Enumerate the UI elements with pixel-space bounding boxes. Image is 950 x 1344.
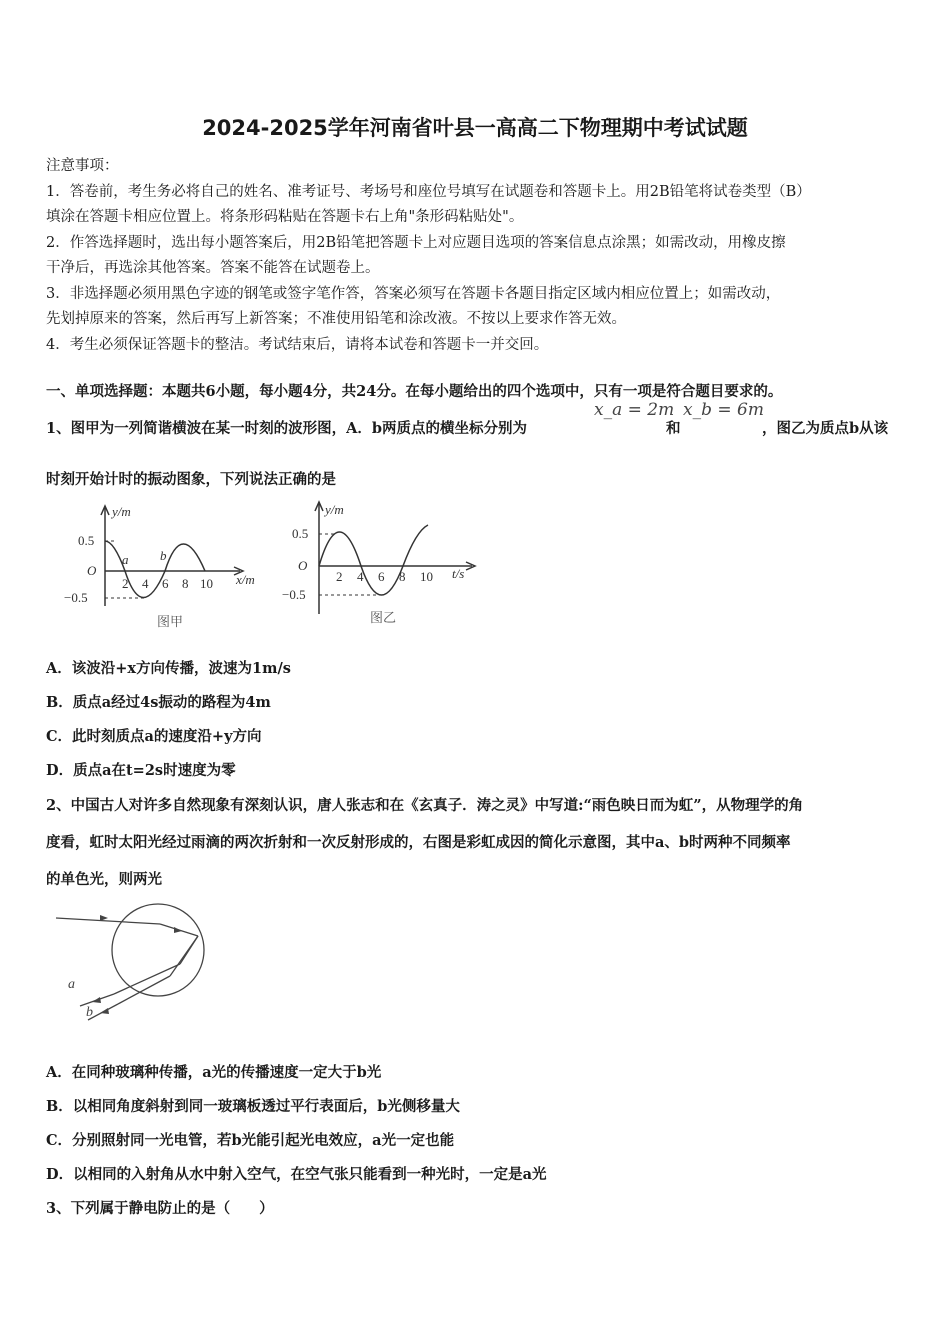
q1-math-xb: x_b = 6m (683, 400, 764, 420)
fig1-tick: 10 (200, 576, 213, 591)
fig1-tick: 2 (122, 576, 129, 591)
notice-line: 2．作答选择题时，选出每小题答案后，用2B铅笔把答题卡上对应题目选项的答案信息点涂黑；如需改动，用橡皮擦 (46, 235, 786, 251)
q2-fig-label-b: b (86, 1005, 93, 1020)
page-title: 2024-2025学年河南省叶县一高高二下物理期中考试试题 (202, 116, 748, 140)
notice-line: 填涂在答题卡相应位置上。将条形码粘贴在答题卡右上角"条形码粘贴处"。 (46, 209, 524, 225)
fig2-ypos: 0.5 (292, 526, 309, 541)
q1-option-a: A．该波沿+x方向传播，波速为1m/s (46, 660, 291, 677)
notice-heading: 注意事项： (46, 158, 119, 174)
q1-math-xa: x_a = 2m (594, 400, 675, 420)
q2-stem-line: 度看，虹时太阳光经过雨滴的两次折射和一次反射形成的，右图是彩虹成因的简化示意图，其中a、b时两种不同频率 (46, 834, 791, 851)
fig1-ylabel: y/m (112, 504, 131, 519)
q2-option-d: D．以相同的入射角从水中射入空气，在空气张只能看到一种光时，一定是a光 (46, 1166, 547, 1183)
fig1-tick: 6 (162, 576, 169, 591)
q2-fig-label-a: a (68, 977, 75, 992)
fig1-caption: 图甲 (157, 614, 184, 629)
notice-line: 4．考生必须保证答题卡的整洁。考试结束后，请将本试卷和答题卡一并交回。 (46, 337, 549, 353)
notice-line: 干净后，再选涂其他答案。答案不能答在试题卷上。 (46, 260, 380, 276)
fig2-caption: 图乙 (370, 610, 397, 625)
q2-stem-line: 2、中国古人对许多自然现象有深刻认识，唐人张志和在《玄真子．涛之灵》中写道:“雨色映日而为虹”，从物理学的角 (46, 797, 804, 814)
fig2-tick: 10 (420, 569, 433, 584)
q1-figure-vibration (280, 492, 480, 632)
fig1-xlabel: x/m (236, 572, 255, 587)
q2-figure-rainbow (52, 902, 222, 1027)
q1-stem-line2: 时刻开始计时的振动图象，下列说法正确的是 (46, 471, 336, 488)
q1-option-b: B．质点a经过4s振动的路程为4m (46, 694, 271, 711)
q1-option-d: D．质点a在t=2s时速度为零 (46, 762, 236, 779)
notice-line: 1．答卷前，考生务必将自己的姓名、准考证号、考场号和座位号填写在试题卷和答题卡上。用2B铅笔将试卷类型（B） (46, 184, 811, 200)
q2-option-a: A．在同种玻璃种传播，a光的传播速度一定大于b光 (46, 1064, 382, 1081)
fig2-yneg: −0.5 (282, 587, 306, 602)
fig2-xlabel: t/s (452, 566, 465, 581)
q3-stem: 3、下列属于静电防止的是（ ） (46, 1200, 274, 1217)
fig2-tick: 2 (336, 569, 343, 584)
fig2-ylabel: y/m (325, 502, 344, 517)
q1-and: 和 (666, 420, 681, 437)
q1-stem-part1: 1、图甲为一列简谐横波在某一时刻的波形图，A．b两质点的横坐标分别为 (46, 420, 527, 437)
q2-option-b: B．以相同角度斜射到同一玻璃板透过平行表面后，b光侧移量大 (46, 1098, 460, 1115)
fig2-tick: 4 (357, 569, 364, 584)
q1-figure-wave (60, 496, 275, 636)
notice-line: 3．非选择题必须用黑色字迹的钢笔或签字笔作答，答案必须写在答题卡各题目指定区域内相应位置上；如需改动， (46, 286, 781, 302)
q1-option-c: C．此时刻质点a的速度沿+y方向 (46, 728, 262, 745)
fig1-yneg: −0.5 (64, 590, 88, 605)
fig1-point-b: b (160, 548, 167, 563)
fig1-tick: 8 (182, 576, 189, 591)
fig1-tick: 4 (142, 576, 149, 591)
notice-line: 先划掉原来的答案，然后再写上新答案；不准使用铅笔和涂改液。不按以上要求作答无效。 (46, 311, 626, 327)
fig1-origin: O (87, 563, 97, 578)
q2-stem-line: 的单色光，则两光 (46, 871, 162, 888)
fig1-ypos: 0.5 (78, 533, 95, 548)
fig2-origin: O (298, 558, 308, 573)
fig1-point-a: a (122, 552, 129, 567)
fig2-tick: 8 (399, 569, 406, 584)
q1-stem-part2: ，图乙为质点b从该 (762, 420, 889, 437)
fig2-tick: 6 (378, 569, 385, 584)
q2-option-c: C．分别照射同一光电管，若b光能引起光电效应，a光一定也能 (46, 1132, 455, 1149)
section-heading: 一、单项选择题：本题共6小题，每小题4分，共24分。在每小题给出的四个选项中，只有一项是符合题目要求的。 (46, 383, 783, 400)
